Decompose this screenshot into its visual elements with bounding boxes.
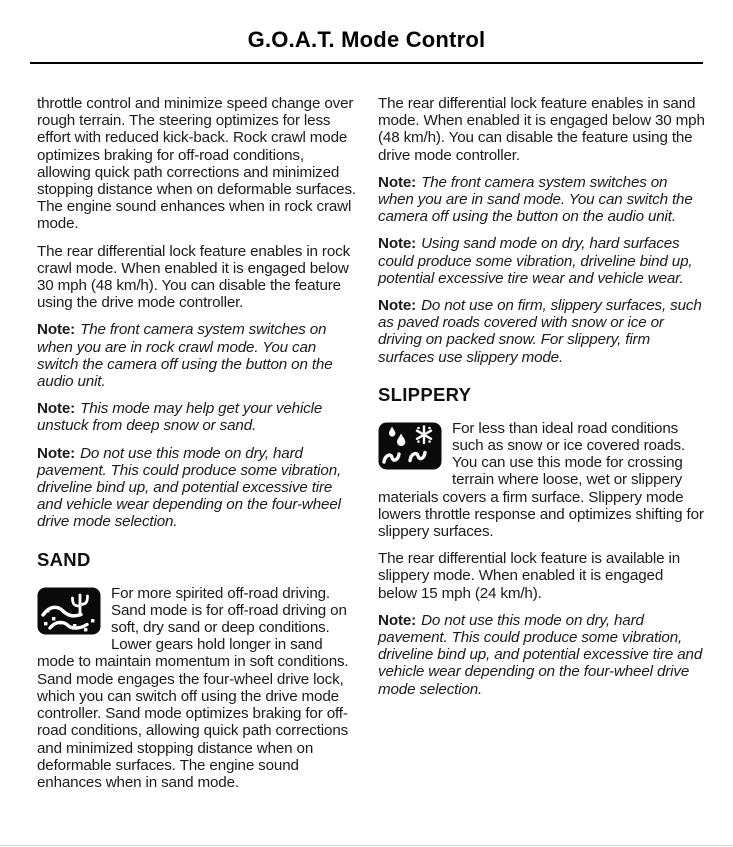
note-unstuck-snow-sand <box>37 400 357 434</box>
left-column <box>37 95 357 801</box>
note-text: Do not use on firm, slippery surfaces, such as paved roads covered with snow or ice or driving on packed snow. For slippery, firm surfaces use slippery mode. <box>378 297 702 366</box>
note-label: Note: <box>37 400 76 418</box>
two-column-layout <box>0 64 733 801</box>
note-label: Note: <box>378 173 417 191</box>
note-text: The front camera system switches on when you are in sand mode. You can switch the camera off using the button on the audio unit. <box>378 173 693 226</box>
note-text: Do not use this mode on dry, hard pavement. This could produce some vibration, driveline bind up, and potential excessive tire and vehicle wear depending on the four-wheel drive mode selection. <box>37 444 342 531</box>
slippery-mode-description <box>378 420 705 540</box>
note-label: Note: <box>378 611 417 629</box>
note-sand-dry-surfaces <box>378 235 705 287</box>
heading-slippery: SLIPPERY <box>378 383 472 405</box>
note-text: This mode may help get your vehicle unstuck from deep snow or sand. <box>37 400 323 435</box>
note-slippery-dry-pavement <box>378 612 705 698</box>
heading-sand: SAND <box>37 548 91 570</box>
paragraph-sand-diff-lock: The rear differential lock feature enables in sand mode. When enabled it is engaged below 30 mph (48 km/h). You can disable the feature using the drive mode controller. <box>378 95 705 164</box>
note-sand-camera <box>378 174 705 226</box>
sand-mode-description <box>37 585 357 791</box>
note-label: Note: <box>378 297 417 315</box>
page-title: G.O.A.T. Mode Control <box>247 27 486 52</box>
paragraph-rock-crawl-diff-lock: The rear differential lock feature enables in rock crawl mode. When enabled it is engaged below 30 mph (48 km/h). You can disable the feature using the drive mode controller. <box>37 242 351 312</box>
page-bottom-divider <box>0 845 733 846</box>
note-label: Note: <box>378 235 417 253</box>
right-column <box>378 95 705 801</box>
note-rock-crawl-dry-pavement <box>37 445 357 531</box>
note-rock-crawl-camera <box>37 321 357 390</box>
note-text: Do not use this mode on dry, hard pavement. This could produce some vibration, driveline bind up, and potential excessive tire and vehicle wear depending on the four-wheel drive mode selection. <box>378 611 703 698</box>
sand-mode-icon <box>37 587 101 635</box>
note-text: The front camera system switches on when you are in rock crawl mode. You can switch the camera off using the button on the audio unit. <box>37 321 333 391</box>
note-label: Note: <box>37 321 76 339</box>
note-sand-firm-slippery <box>378 297 705 366</box>
paragraph-rock-crawl-behavior: throttle control and minimize speed change over rough terrain. The steering optimizes for less effort with reduced kick-back. Rock crawl mode optimizes braking for off-road conditions, allowing quick path corrections and minimized stopping distance when on deformable surfaces. The engine sound enhances when in rock crawl mode. <box>37 95 356 233</box>
note-text: Using sand mode on dry, hard surfaces could produce some vibration, driveline bind up, potential excessive tire wear and vehicle wear. <box>378 235 693 287</box>
paragraph-slippery-diff-lock: The rear differential lock feature is available in slippery mode. When enabled it is engaged below 15 mph (24 km/h). <box>378 550 681 602</box>
sand-mode-text: For more spirited off-road driving. Sand mode is for off-road driving on soft, dry sand or deep conditions. Lower gears hold longer in sand mode to maintain momentum in soft conditions. Sand mode engages the four-wheel drive lock, which you can switch off using the drive mode controller. Sand mode optimizes braking for off-road conditions, allowing quick path corrections and minimized stopping distance when on deformable surfaces. The engine sound enhances when in sand mode. <box>37 584 349 791</box>
slippery-mode-icon <box>378 422 442 470</box>
note-label: Note: <box>37 444 76 462</box>
slippery-mode-text: For less than ideal road conditions such as snow or ice covered roads. You can use this mode for crossing terrain where loose, wet or slippery materials covers a firm surface. Slippery mode lowers throttle response and optimizes shifting for slippery surfaces. <box>378 419 704 541</box>
